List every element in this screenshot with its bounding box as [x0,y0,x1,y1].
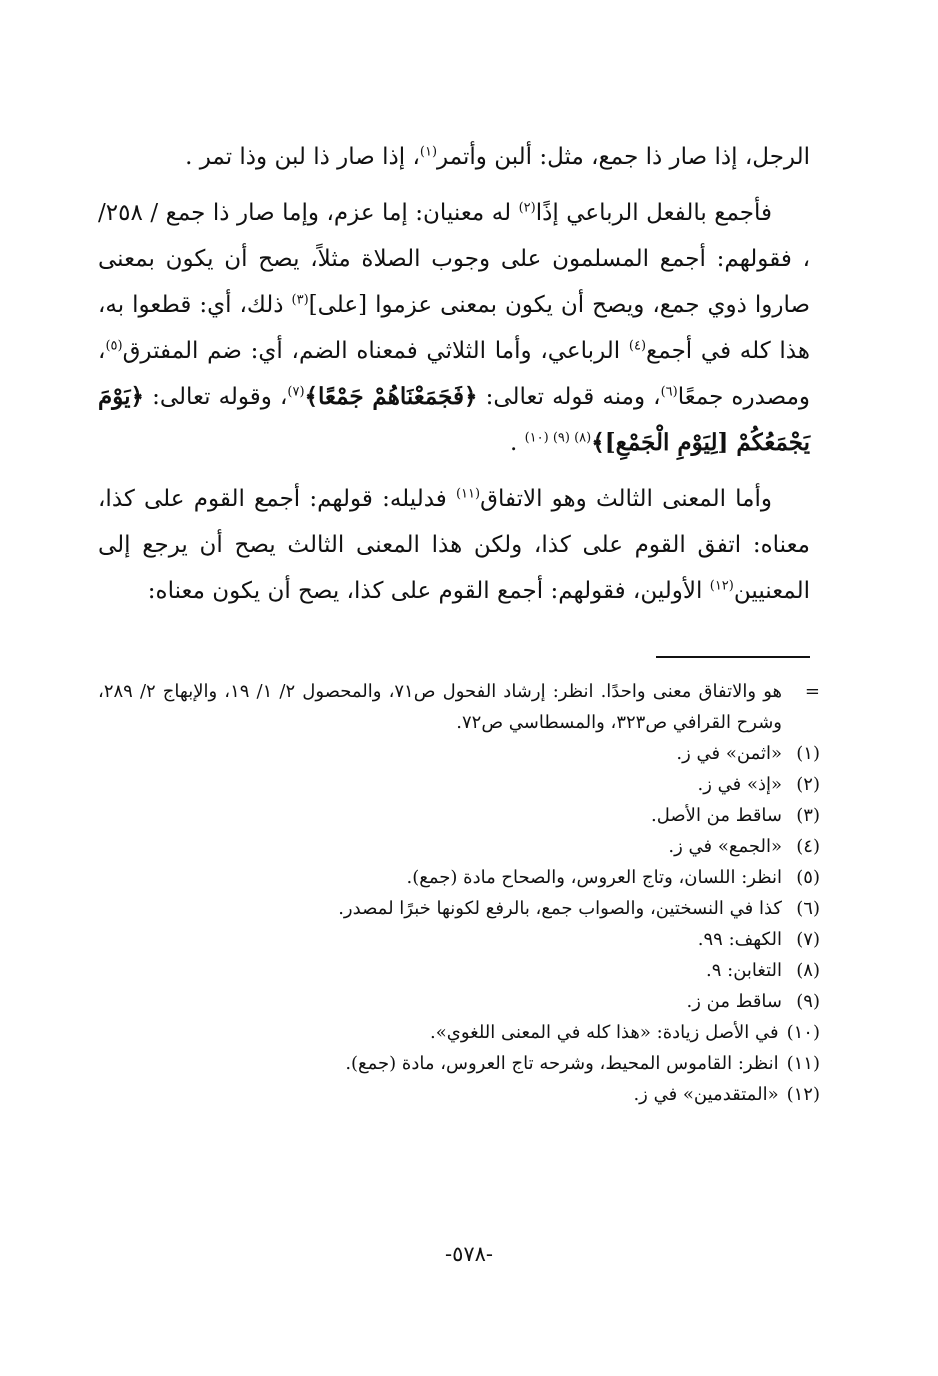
footnote-ref-4: (٤) [628,338,647,354]
footnote-text: «إذ» في ز. [697,774,782,795]
text-run: الرجل، إذا صار ذا جمع، مثل: ألبن وأتمر [437,144,810,170]
footnote-10 [98,1017,820,1048]
paragraph-3 [98,476,810,614]
footnote-number: (٦) [796,898,820,919]
footnote-5 [98,862,820,893]
footnote-ref-1: (١) [419,144,438,160]
text-run: فأجمع بالفعل الرباعي إذًا [535,200,773,226]
footnote-2 [98,769,820,800]
footnote-number: (٣) [796,805,820,826]
footnote-ref-11: (١١) [455,486,481,502]
footnote-text: ساقط من الأصل. [651,805,782,826]
footnote-number: (٩) [796,991,820,1012]
text-run: له معنيان: إما عزم، وإما صار ذا جمع / ٢٥٨/ ، فقولهم: أجمع المسلمون على وجوب الصلاة مثلاً، يصح أن يكون بمعنى صاروا ذوي جمع، ويصح أن يكون بمعنى عزموا [على] [98,200,811,318]
footnote-8 [98,955,820,986]
footnote-separator [656,656,810,658]
footnote-6 [98,893,820,924]
footnote-text: «اثمن» في ز. [676,743,782,764]
footnote-ref-6: (٦) [660,384,678,400]
footnote-4 [98,831,820,862]
text-run: الأولين، فقولهم: أجمع القوم على كذا، يصح أن يكون معناه: [147,578,710,604]
footnote-ref-12: (١٢) [709,578,734,594]
footnote-number: (٨) [796,960,820,981]
text-run: ، وقوله تعالى: [144,384,288,410]
footnote-ref-7: (٧) [287,384,305,400]
footnote-number: (٥) [796,867,820,888]
text-run: ، إذا صار ذا لبن وذا تمر . [185,144,420,170]
text-run: وأما المعنى الثالث وهو الاتفاق [480,486,772,512]
footnote-text: الكهف: ٩٩. [697,929,782,950]
text-run: الرباعي، وأما الثلاثي فمعناه الضم، أي: ضم المفترق [122,338,629,364]
footnote-3 [98,800,820,831]
footnote-text: ساقط من ز. [686,991,782,1012]
footnote-text: في الأصل زيادة: «هذا كله في المعنى اللغوي». [430,1022,779,1043]
footnote-ref-2: (٢) [518,200,536,216]
text-run: ذلك، أي: قطعوا به، هذا كله في أجمع [98,292,810,364]
footnote-12 [98,1079,820,1110]
page-number: -٥٧٨- [444,1242,494,1266]
footnote-number: (١١) [786,1053,820,1074]
footnote-ref-8-9-10: (٨) (٩) (١٠) [524,430,592,446]
footnote-number: (١٢) [786,1084,820,1105]
footnote-number: (٧) [796,929,820,950]
footnote-text: كذا في النسختين، والصواب جمع، بالرفع لكونها خبرًا لمصدر. [338,898,782,919]
footnote-ref-5: (٥) [105,338,123,354]
footnote-text: انظر: اللسان، وتاج العروس، والصحاح مادة (جمع). [406,867,782,888]
footnote-text: انظر: القاموس المحيط، وشرحه تاج العروس، مادة (جمع). [345,1053,779,1074]
footnote-9 [98,986,820,1017]
footnote-number: (٢) [796,774,820,795]
footnote-number: (٤) [796,836,820,857]
footnotes [98,676,820,1110]
quran-verse-1: ﴿فَجَمَعْنَاهُمْ جَمْعًا﴾ [304,383,478,410]
footnote-text: التغابن: ٩. [706,960,782,981]
footnote-text: «المتقدمين» في ز. [633,1084,779,1105]
text-run: . [509,430,525,456]
footnote-1 [98,738,820,769]
footnote-7 [98,924,820,955]
text-run: ، ومنه قوله تعالى: [477,384,661,410]
main-text [98,134,810,614]
footnote-11 [98,1048,820,1079]
footnote-ref-3: (٣) [291,292,309,308]
footnote-continued [98,676,820,738]
quran-verse-2: ﴿يَوْمَ يَجْمَعُكُمْ [لِيَوْمِ الْجَمْعِ]﴾ [98,383,810,456]
footnote-number: (١٠) [786,1022,820,1043]
footnote-text: «الجمع» في ز. [668,836,782,857]
paragraph-2 [98,190,810,466]
paragraph-1 [98,134,810,180]
footnote-number: = [804,681,820,702]
text-run: ، ومصدره جمعًا [98,338,811,410]
footnote-number: (١) [796,743,820,764]
text-run: فدليله: قولهم: أجمع القوم على كذا، معناه: اتفق القوم على كذا، ولكن هذا المعنى الثالث يصح أن يرجع إلى المعنيين [98,486,810,604]
footnote-text: هو والاتفاق معنى واحدًا. انظر: إرشاد الفحول ص٧١، والمحصول ٢/ ١/ ١٩، والإبهاج ٢/ ٢٨٩، وشرح القرافي ص٣٢٣، والمسطاسي ص٧٢. [98,681,782,733]
